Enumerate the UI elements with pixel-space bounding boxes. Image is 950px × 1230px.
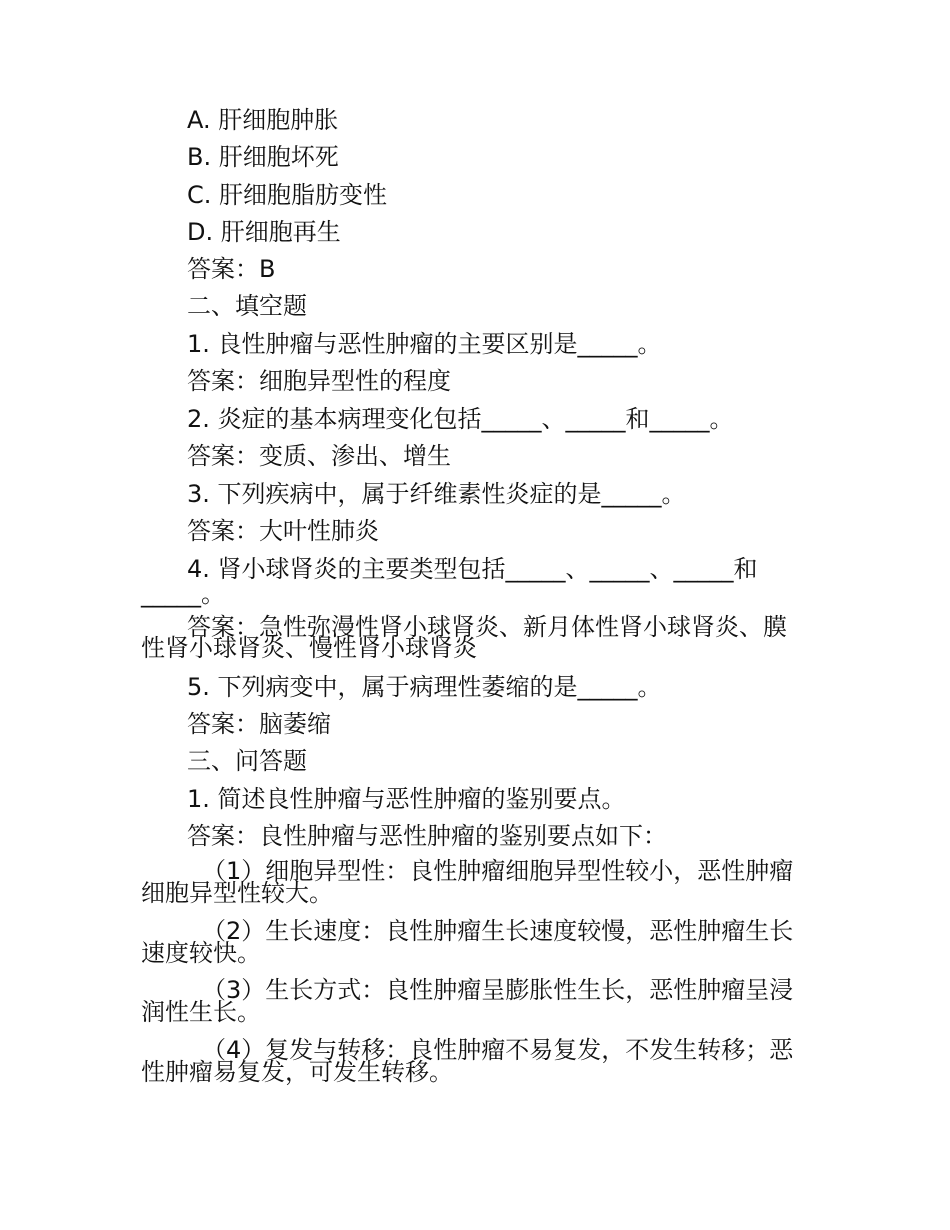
option-a: A. 肝细胞肿胀 <box>187 106 339 134</box>
option-c: C. 肝细胞脂肪变性 <box>187 181 388 209</box>
option-b: B. 肝细胞坏死 <box>187 143 339 171</box>
question-text: 2. 炎症的基本病理变化包括_____、_____和_____。 <box>187 405 734 433</box>
question-text: 5. 下列病变中，属于病理性萎缩的是_____。 <box>187 673 662 701</box>
answer-point-continued: 性肿瘤易复发，可发生转移。 <box>141 1058 453 1086</box>
answer-point-continued: 润性生长。 <box>141 998 261 1026</box>
question-text: 1. 简述良性肿瘤与恶性肿瘤的鉴别要点。 <box>187 785 626 813</box>
answer-text: 答案：急性弥漫性肾小球肾炎、新月体性肾小球肾炎、膜 <box>187 613 787 641</box>
question-text: 3. 下列疾病中，属于纤维素性炎症的是_____。 <box>187 480 686 508</box>
section-heading-fill-blank: 二、填空题 <box>187 292 307 320</box>
answer-point-continued: 速度较快。 <box>141 939 261 967</box>
answer-text: 答案：细胞异型性的程度 <box>187 367 451 395</box>
answer-point: （4）复发与转移：良性肿瘤不易复发，不发生转移；恶 <box>202 1036 794 1064</box>
answer-point: （2）生长速度：良性肿瘤生长速度较慢，恶性肿瘤生长 <box>202 917 794 945</box>
question-text-continued: _____。 <box>141 580 225 608</box>
answer-point: （3）生长方式：良性肿瘤呈膨胀性生长，恶性肿瘤呈浸 <box>202 976 794 1004</box>
answer-text: 答案：B <box>187 255 276 283</box>
answer-text: 答案：变质、渗出、增生 <box>187 442 451 470</box>
answer-text-continued: 性肾小球肾炎、慢性肾小球肾炎 <box>141 634 477 662</box>
answer-point-continued: 细胞异型性较大。 <box>141 879 333 907</box>
answer-point: （1）细胞异型性：良性肿瘤细胞异型性较小，恶性肿瘤 <box>202 857 794 885</box>
answer-text: 答案：良性肿瘤与恶性肿瘤的鉴别要点如下： <box>187 822 667 850</box>
question-text: 1. 良性肿瘤与恶性肿瘤的主要区别是_____。 <box>187 330 662 358</box>
question-text: 4. 肾小球肾炎的主要类型包括_____、_____、_____和 <box>187 555 758 583</box>
section-heading-qa: 三、问答题 <box>187 747 307 775</box>
answer-text: 答案：大叶性肺炎 <box>187 517 379 545</box>
option-d: D. 肝细胞再生 <box>187 218 341 246</box>
answer-text: 答案：脑萎缩 <box>187 710 331 738</box>
